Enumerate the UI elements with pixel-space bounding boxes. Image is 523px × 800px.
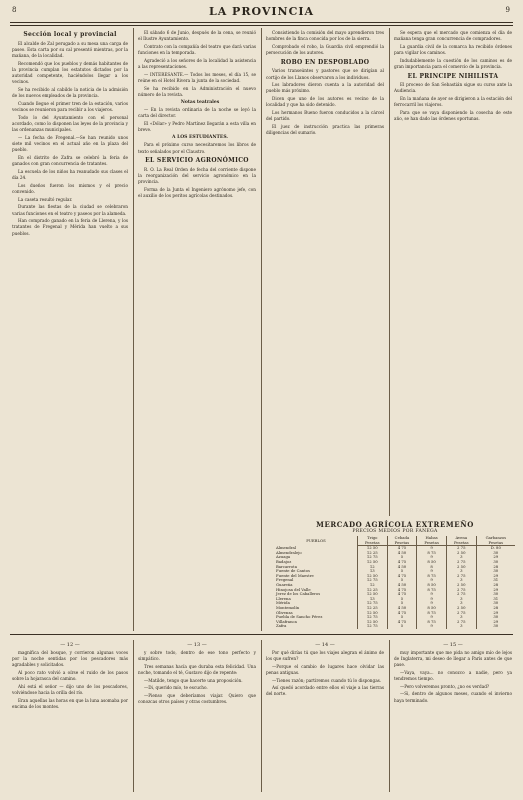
market-price: 4 75 <box>387 588 417 593</box>
market-price: 9 <box>417 546 447 551</box>
column-divider <box>389 28 390 516</box>
serial-paragraph: Al poco rato volvió a oírse el ruido de los pasos sobre la hojarasca del camino. <box>12 669 128 682</box>
article-paragraph: Consistiendo la comisión del mayo aprendieron tres hombres de la finca conocida por los de la sierra. <box>266 30 384 42</box>
market-price: 30 <box>476 560 515 565</box>
market-price: 9 <box>417 555 447 560</box>
column-divider <box>133 640 134 792</box>
column-divider <box>261 640 262 792</box>
market-town: Mérida <box>276 600 290 606</box>
market-subtitle: PRECIOS MEDIOS POR FANEGA <box>352 529 438 534</box>
market-price: 2 75 <box>446 620 476 625</box>
market-town: Montemolín <box>276 604 300 610</box>
market-price: 12 25 <box>357 551 387 556</box>
market-price: 2 75 <box>446 574 476 579</box>
market-price: 2 50 <box>446 583 476 588</box>
market-price: 2 50 <box>446 606 476 611</box>
column-header-good: Cebada <box>387 536 417 541</box>
section-heading: EL SERVICIO AGRONÓMICO <box>145 157 249 165</box>
market-price: 4 75 <box>387 574 417 579</box>
article-paragraph: Todo lo del Ayuntamiento con el personal acordado, como lo disponen las leyes de la provincia y las ordenanzas municipales. <box>12 114 128 133</box>
section-heading: EL PRINCIPE NIHILISTA <box>407 72 499 80</box>
column-header-good: Garbanzos <box>476 536 515 541</box>
serial-page-number: — 15 — <box>443 642 463 648</box>
market-price: 9 <box>417 615 447 620</box>
section-heading: A LOS ESTUDIANTES. <box>172 134 228 140</box>
market-town: Villafranca <box>276 618 297 624</box>
market-price: 2 50 <box>446 565 476 570</box>
serial-page-number: — 14 — <box>315 642 335 648</box>
column-divider <box>261 28 262 631</box>
serial-column-4 <box>394 642 512 792</box>
column-2 <box>138 30 256 630</box>
market-price: 8 50 <box>417 583 447 588</box>
market-town: Zafra <box>276 623 287 629</box>
article-paragraph: Indudablemente la cuestión de los caminos es de gran importancia para el comercio de la provincia. <box>394 57 512 70</box>
market-price: 12 75 <box>357 578 387 583</box>
market-price: 8 75 <box>417 620 447 625</box>
column-header-unit: Pesetas <box>357 541 387 546</box>
bottom-separator-rule <box>10 634 513 635</box>
market-price: 12 50 <box>357 592 387 597</box>
market-price: 12 25 <box>357 588 387 593</box>
top-rule <box>10 22 513 23</box>
market-price: 31 <box>476 578 515 583</box>
market-price: 12 75 <box>357 555 387 560</box>
market-price: 4 75 <box>387 620 417 625</box>
market-price: 12 50 <box>357 620 387 625</box>
serial-paragraph: —Matilde, tengo que hacerte una proposición. <box>144 677 243 683</box>
market-town: Guareña <box>276 581 293 587</box>
market-price: 3 <box>446 597 476 602</box>
serial-paragraph: Eran aquellas las horas en que la luna asomaba por encima de los montes. <box>12 697 128 709</box>
serial-page-number: — 13 — <box>187 642 207 648</box>
column-divider <box>133 28 134 631</box>
section-heading: Notas teatrales <box>180 99 220 105</box>
market-price: 9 <box>417 578 447 583</box>
serial-column-1 <box>12 642 128 792</box>
market-price: 3 <box>446 569 476 574</box>
serial-column-3 <box>266 642 384 792</box>
article-paragraph: Agradeció a los señores de la localidad la asistencia a las representaciones. <box>138 57 256 70</box>
column-4 <box>394 30 512 515</box>
market-price: 8 75 <box>417 611 447 616</box>
article-paragraph: Se ha recibido en la Administración el nuevo número de la revista. <box>138 85 256 97</box>
market-title: MERCADO AGRÍCOLA EXTREMEÑO <box>316 520 474 529</box>
section-heading: Sección local y provincial <box>23 31 117 38</box>
market-price: 4 50 <box>387 583 417 588</box>
serial-paragraph: —Si, dentro de algunos meses, cuando el invierno haya terminado. <box>394 691 512 703</box>
market-town: Llerena <box>276 595 291 601</box>
market-price: 8 75 <box>417 551 447 556</box>
serial-paragraph: —Vaya, vaya... no conozco a nadie, pero ya tendremos tiempo. <box>394 669 512 682</box>
serial-paragraph: Así quedó acordado entre ellos el viaje a las tierras del norte. <box>266 685 384 697</box>
market-price: 2 75 <box>446 560 476 565</box>
market-price: 4 75 <box>387 611 417 616</box>
market-price: 4 50 <box>387 551 417 556</box>
market-price: 9 <box>417 597 447 602</box>
article-paragraph: Comprobado el robo, la Guardia civil emprendió la persecución de los autores. <box>266 43 384 56</box>
market-price: 12 50 <box>357 546 387 551</box>
market-price: 12 <box>357 583 387 588</box>
market-price: 8 50 <box>417 606 447 611</box>
market-price: 30 <box>476 615 515 620</box>
market-table-body <box>275 546 515 629</box>
article-paragraph: Forma de la Junta el Ingeniero agrónomo jefe, con el auxilio de los peritos agrícolas destinados. <box>138 186 256 199</box>
market-town: Olivenza <box>276 609 293 615</box>
market-town: Jerez de los Caballeros <box>276 591 321 597</box>
market-price: 28 <box>476 583 515 588</box>
market-price: 8 75 <box>417 574 447 579</box>
market-price: 5 <box>387 597 417 602</box>
serial-page-number: — 12 — <box>60 642 80 648</box>
article-paragraph: Los dueños fueron los mismos y el precio convenido. <box>12 182 128 194</box>
top-rule-second <box>10 25 513 26</box>
market-town: Puebla de Sancho Pérez <box>276 614 323 620</box>
market-price: 4 50 <box>387 565 417 570</box>
market-price: 9 <box>417 601 447 606</box>
market-town: Barcarrota <box>276 563 297 569</box>
article-paragraph: Se espera que el mercado que comienza el día de mañana tenga gran concurrencia de compradores. <box>394 30 512 42</box>
market-town: Fregenal <box>276 577 294 583</box>
column-header-town: PUEBLOS <box>306 537 326 543</box>
column-header-good: Avena <box>446 536 476 541</box>
market-price: 28 <box>476 606 515 611</box>
section-heading: ROBO EN DESPOBLADO <box>280 58 370 66</box>
market-price: 3 <box>446 578 476 583</box>
article-paragraph: Varios transeúntes y pastores que se dirigían al cortijo de los Llanos observaron a los individuos. <box>266 68 384 80</box>
market-price: 2 50 <box>446 551 476 556</box>
article-paragraph: La escuela de los niños ha reanudado sus clases el día 24. <box>12 168 128 181</box>
market-town: Almendral <box>276 544 296 550</box>
article-paragraph: El «Dólar» y Pedro Martínez llegarán a esta villa en breve. <box>138 120 256 133</box>
market-price: 30 <box>476 624 515 629</box>
article-paragraph: Para que se vaya disponiendo la cosecha de este año, se han dado las órdenes oportunas. <box>394 110 512 122</box>
market-price: 3 <box>446 615 476 620</box>
article-paragraph: En la mañana de ayer se dirigieron a la estación del ferrocarril los viajeros. <box>394 96 512 108</box>
market-price-table <box>275 536 515 629</box>
article-paragraph: Dicen que uno de los autores es vecino de la localidad y que ha sido detenido. <box>266 96 384 108</box>
masthead <box>0 4 523 22</box>
market-price: 5 <box>387 624 417 629</box>
market-price: 29 <box>476 620 515 625</box>
market-price: 12 75 <box>357 601 387 606</box>
market-price: 8 <box>417 565 447 570</box>
market-price: 4 75 <box>387 560 417 565</box>
market-price: 31 <box>476 597 515 602</box>
market-price: 28 <box>476 565 515 570</box>
market-price: 4 50 <box>387 606 417 611</box>
article-paragraph: Para el próximo curso necesitaremos los libros de texto señalados por el Claustro. <box>138 142 256 154</box>
column-header-unit: Pesetas <box>446 541 476 546</box>
serial-paragraph: Ahí está el señor — dijo uno de los pescadores, volviéndose hacia la orilla del río. <box>12 683 128 695</box>
market-price: 29 <box>476 574 515 579</box>
page-number-left: 8 <box>12 6 18 14</box>
article-paragraph: Se ha recibido al cabildo la noticia de la admisión de los nuevos empleados de la provincia. <box>12 86 128 99</box>
column-header-unit: Pesetas <box>387 541 417 546</box>
market-row <box>275 624 515 629</box>
market-price: 5 <box>387 615 417 620</box>
serial-paragraph: Por qué dirías tú que los viajes alegran el ánimo de los que sufren? <box>266 649 384 661</box>
market-price: 3 <box>446 555 476 560</box>
market-town: Azuaga <box>276 554 291 560</box>
market-town: Badajoz <box>276 558 292 564</box>
article-paragraph: — INTERESANTE.— Todos los meses, el día 15, se reúne en el Hotel Rivera la junta de la sociedad. <box>138 71 256 83</box>
market-price: 12 <box>357 565 387 570</box>
serial-paragraph: Tres semanas hacía que duraba esta felicidad. Una noche, tomando el té, Gustavo dijo de repente: <box>138 663 256 675</box>
article-paragraph: La caseta resultó regular. <box>18 196 73 202</box>
serial-paragraph: —Porque el cambio de lugares hace olvidar las penas antiguas. <box>266 663 384 675</box>
market-price: 12 75 <box>357 624 387 629</box>
market-price: 13 <box>357 597 387 602</box>
article-paragraph: — En la revista ordinaria de la noche se leyó la carta del director. <box>138 107 256 119</box>
market-price: 8 75 <box>417 588 447 593</box>
article-paragraph: Los hermanos Bueno fueron conducidos a la cárcel del partido. <box>266 110 384 122</box>
market-price: D. 80 <box>476 546 515 551</box>
serial-paragraph: y sobre todo, dentro de ese tono perfecto y simpático. <box>138 649 256 661</box>
market-price: 29 <box>476 611 515 616</box>
market-price: 8 50 <box>417 560 447 565</box>
article-paragraph: Recomendó que los pueblos y demás habitantes de la provincia cumplan los estatutos dictados por la autoridad competente, haciéndolos llegar a los vecinos. <box>12 60 128 85</box>
market-price: 29 <box>476 555 515 560</box>
column-divider <box>389 640 390 792</box>
serial-paragraph: —Tienes razón; partiremos cuando tú lo dispongas. <box>272 677 382 683</box>
market-price: 30 <box>476 592 515 597</box>
article-paragraph: — La fecha de Fregenal.—Se han reunido unos siete mil vecinos en el actual año en la plaza del pueblo. <box>12 134 128 153</box>
article-paragraph: Han comprado ganado en la feria de Llerena, y los tratantes de Fregenal y Mérida han vuelto a sus pueblos. <box>12 218 128 236</box>
market-price: 5 <box>387 578 417 583</box>
serial-paragraph: —Pienso que deberíamos viajar. Quiero que conozcas otros países y otras costumbres. <box>138 692 256 705</box>
market-price: 2 75 <box>446 611 476 616</box>
serial-column-2 <box>138 642 256 792</box>
article-paragraph: En el distrito de Zafra se celebró la feria de ganados con gran concurrencia de tratantes. <box>12 154 128 167</box>
market-price: 9 <box>417 569 447 574</box>
article-paragraph: R. O. La Real Orden de fecha del corriente dispone la reorganización del servicio agronómico en la provincia. <box>138 166 256 185</box>
market-price: 30 <box>476 569 515 574</box>
article-paragraph: Los labradores dieron cuenta a la autoridad del pueblo más próximo. <box>266 82 384 94</box>
market-price: 9 <box>417 592 447 597</box>
market-town: Hinojosa del Valle <box>276 586 311 592</box>
article-paragraph: El sábado 6 de Junio, después de la cena, se reunió el Ilustre Ayuntamiento. <box>138 30 256 42</box>
market-price: 12 75 <box>357 615 387 620</box>
market-price: 12 50 <box>357 611 387 616</box>
article-paragraph: El juez de instrucción practica las primeras diligencias del sumario. <box>266 123 384 136</box>
market-town: Fuente de Cantos <box>276 568 311 574</box>
market-price: 30 <box>476 601 515 606</box>
article-paragraph: La guardia civil de la comarca ha recibido órdenes para vigilar los caminos. <box>394 43 512 56</box>
market-town: Almendralejo <box>276 549 302 555</box>
market-price: 4 75 <box>387 592 417 597</box>
market-price: 5 <box>387 569 417 574</box>
column-header-unit: Pesetas <box>417 541 447 546</box>
market-price: 2 75 <box>446 588 476 593</box>
market-price: 3 <box>446 624 476 629</box>
serial-paragraph: muy importante que me pida no amigo mío de lejos de Inglaterra, mi deseo de llegar a París antes de que pase. <box>394 649 512 668</box>
market-price: 9 <box>417 624 447 629</box>
column-1 <box>12 30 128 630</box>
newspaper-title: LA PROVINCIA <box>208 5 315 18</box>
article-paragraph: El alcalde de Zal perugado a su mesa una carga de paseo. Esta carta por su cal presentó mientras, por la mañana, de la localidad. <box>12 40 128 58</box>
market-price: 5 <box>387 555 417 560</box>
market-town: Fuente del Maestre <box>276 572 314 578</box>
market-price: 30 <box>476 551 515 556</box>
serial-paragraph: —Pero volveremos pronto, ¿no es verdad? <box>400 683 490 689</box>
market-price: 2 75 <box>446 592 476 597</box>
article-paragraph: Cuando llegue el primer tren de la estación, varios vecinos se reunieron para recibir a los viajeros. <box>12 100 128 113</box>
market-price: 12 25 <box>357 606 387 611</box>
page-number-right: 9 <box>505 6 511 14</box>
article-paragraph: Durante las fiestas de la ciudad se celebraron varias funciones en el teatro y paseos por la alameda. <box>12 204 128 216</box>
market-price: 5 <box>387 601 417 606</box>
market-price: 13 <box>357 569 387 574</box>
column-header-good: Habas <box>417 536 447 541</box>
market-price: 12 50 <box>357 574 387 579</box>
market-price: 3 <box>446 601 476 606</box>
serial-paragraph: magnífica del bosque, y corrieron algunas voces por la noche sentidas por los pescadores más agradables y solicitados. <box>12 649 128 668</box>
serial-paragraph: —Di, querido mío, te escucho. <box>144 685 208 691</box>
market-price: 4 75 <box>387 546 417 551</box>
market-prices-section <box>275 520 515 629</box>
column-header-good: Trigo <box>357 536 387 541</box>
market-price: 2 75 <box>446 546 476 551</box>
article-paragraph: Contrato con la compañía del teatro que dará varias funciones en la temporada. <box>138 43 256 56</box>
article-paragraph: El proceso de San Sebastián sigue su curso ante la Audiencia. <box>394 82 512 94</box>
column-3 <box>266 30 384 515</box>
market-price: 12 50 <box>357 560 387 565</box>
market-price: 29 <box>476 588 515 593</box>
column-header-unit: Pesetas <box>476 541 515 546</box>
